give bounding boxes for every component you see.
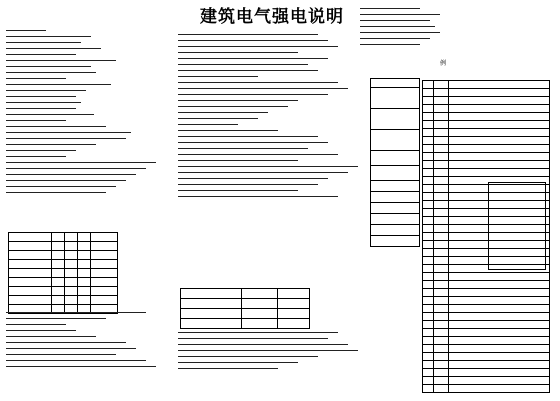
left-column xyxy=(6,26,166,198)
middle-table xyxy=(180,288,310,329)
middle-bottom-block xyxy=(178,332,368,374)
legend-header: 例 xyxy=(440,60,447,67)
middle-column xyxy=(178,26,368,202)
right-far-box xyxy=(488,182,546,270)
right-top-block xyxy=(360,8,550,50)
left-bottom-block xyxy=(6,312,166,372)
right-mid-table xyxy=(370,78,420,247)
left-table xyxy=(8,232,118,314)
page-title: 建筑电气强电说明 xyxy=(200,7,344,27)
